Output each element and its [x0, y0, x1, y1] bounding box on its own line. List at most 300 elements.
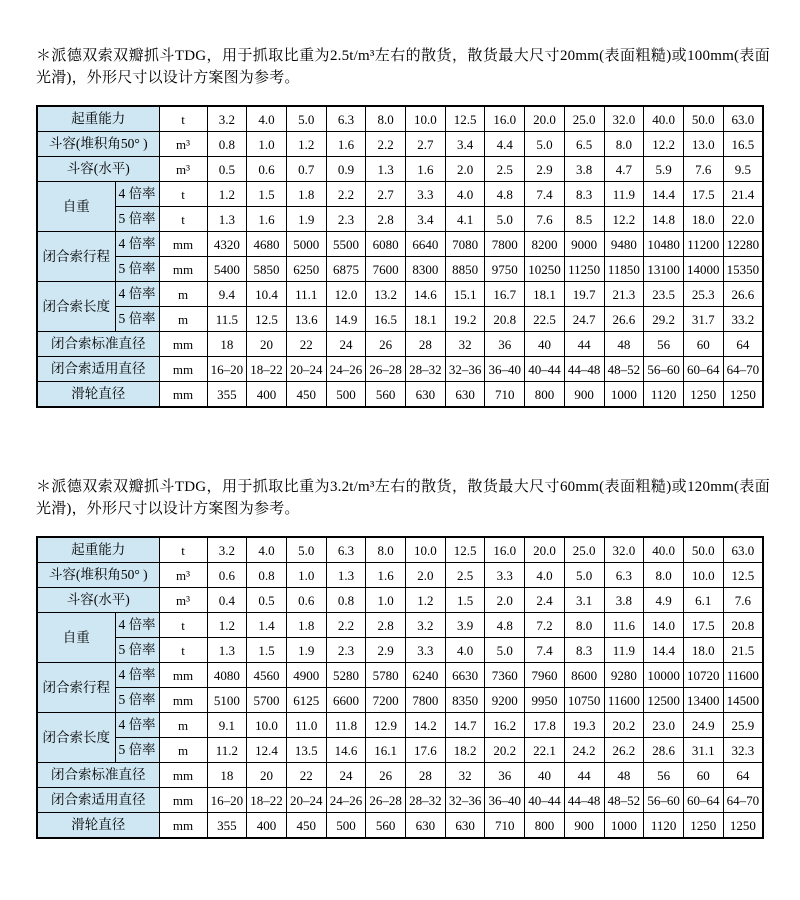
value-cell: 32.3 [723, 738, 763, 763]
table-row [37, 382, 763, 408]
value-cell: 1.9 [286, 638, 326, 663]
value-cell: 5.9 [644, 157, 684, 182]
value-cell: 32 [445, 763, 485, 788]
row-group-label: 闭合索行程 [37, 663, 115, 713]
spec-table-2 [36, 536, 764, 839]
row-label: 滑轮直径 [37, 382, 159, 408]
unit-cell: mm [159, 257, 207, 282]
row-label: 滑轮直径 [37, 813, 159, 839]
value-cell: 9280 [604, 663, 644, 688]
value-cell: 44–48 [564, 357, 604, 382]
value-cell: 1.3 [207, 207, 247, 232]
value-cell: 18.2 [445, 738, 485, 763]
table-row [37, 157, 763, 182]
spec-table-1 [36, 105, 764, 408]
value-cell: 44 [564, 763, 604, 788]
value-cell: 8300 [406, 257, 446, 282]
value-cell: 40.0 [644, 106, 684, 132]
value-cell: 10.0 [406, 106, 446, 132]
row-label: 闭合索适用直径 [37, 788, 159, 813]
row-group-label: 自重 [37, 613, 115, 663]
value-cell: 48 [604, 332, 644, 357]
value-cell: 24–26 [326, 357, 366, 382]
value-cell: 50.0 [683, 537, 723, 563]
value-cell: 13.0 [683, 132, 723, 157]
table-row [37, 257, 763, 282]
unit-cell: t [159, 638, 207, 663]
value-cell: 18.0 [683, 207, 723, 232]
value-cell: 4900 [286, 663, 326, 688]
table-row [37, 332, 763, 357]
value-cell: 5100 [207, 688, 247, 713]
value-cell: 26.6 [723, 282, 763, 307]
value-cell: 11.1 [286, 282, 326, 307]
value-cell: 31.1 [683, 738, 723, 763]
value-cell: 21.4 [723, 182, 763, 207]
value-cell: 1.8 [286, 182, 326, 207]
value-cell: 710 [485, 382, 525, 408]
value-cell: 3.8 [564, 157, 604, 182]
value-cell: 12.5 [723, 563, 763, 588]
value-cell: 3.3 [406, 182, 446, 207]
value-cell: 9.4 [207, 282, 247, 307]
value-cell: 12.4 [247, 738, 287, 763]
value-cell: 12.0 [326, 282, 366, 307]
value-cell: 560 [366, 813, 406, 839]
value-cell: 9750 [485, 257, 525, 282]
value-cell: 8.0 [604, 132, 644, 157]
value-cell: 14.7 [445, 713, 485, 738]
value-cell: 1.0 [247, 132, 287, 157]
value-cell: 1.5 [445, 588, 485, 613]
value-cell: 2.4 [525, 588, 565, 613]
value-cell: 630 [406, 382, 446, 408]
value-cell: 9.1 [207, 713, 247, 738]
value-cell: 8.0 [564, 613, 604, 638]
value-cell: 5500 [326, 232, 366, 257]
value-cell: 19.7 [564, 282, 604, 307]
value-cell: 630 [445, 813, 485, 839]
value-cell: 1120 [644, 813, 684, 839]
value-cell: 0.8 [326, 588, 366, 613]
table-row [37, 638, 763, 663]
value-cell: 12.9 [366, 713, 406, 738]
value-cell: 19.3 [564, 713, 604, 738]
value-cell: 11.6 [604, 613, 644, 638]
value-cell: 7.6 [723, 588, 763, 613]
value-cell: 14.4 [644, 182, 684, 207]
value-cell: 11.5 [207, 307, 247, 332]
value-cell: 24–26 [326, 788, 366, 813]
value-cell: 2.0 [406, 563, 446, 588]
value-cell: 1.6 [326, 132, 366, 157]
value-cell: 21.3 [604, 282, 644, 307]
unit-cell: mm [159, 813, 207, 839]
value-cell: 8.3 [564, 638, 604, 663]
value-cell: 20 [247, 332, 287, 357]
row-label: 斗容(堆积角50° ) [37, 563, 159, 588]
value-cell: 6125 [286, 688, 326, 713]
intro-paragraph-1: ＊派德双索双瓣抓斗TDG，用于抓取比重为2.5t/m³左右的散货，散货最大尺寸20mm(表面粗糙)或100mm(表面光滑)，外形尺寸以设计方案图为参考。 [36, 48, 770, 86]
value-cell: 2.7 [406, 132, 446, 157]
value-cell: 4.8 [485, 182, 525, 207]
value-cell: 4.1 [445, 207, 485, 232]
value-cell: 10250 [525, 257, 565, 282]
value-cell: 60–64 [683, 788, 723, 813]
value-cell: 14.0 [644, 613, 684, 638]
value-cell: 48–52 [604, 357, 644, 382]
value-cell: 4680 [247, 232, 287, 257]
value-cell: 17.6 [406, 738, 446, 763]
value-cell: 16.1 [366, 738, 406, 763]
table-row [37, 688, 763, 713]
value-cell: 7.2 [525, 613, 565, 638]
unit-cell: m [159, 738, 207, 763]
value-cell: 400 [247, 813, 287, 839]
row-sub-label: 4 倍率 [115, 232, 159, 257]
value-cell: 355 [207, 382, 247, 408]
value-cell: 6600 [326, 688, 366, 713]
table-row [37, 738, 763, 763]
value-cell: 560 [366, 382, 406, 408]
value-cell: 3.3 [485, 563, 525, 588]
value-cell: 6240 [406, 663, 446, 688]
row-group-label: 闭合索长度 [37, 282, 115, 332]
value-cell: 12280 [723, 232, 763, 257]
value-cell: 3.2 [207, 537, 247, 563]
value-cell: 3.3 [406, 638, 446, 663]
value-cell: 500 [326, 382, 366, 408]
value-cell: 3.8 [604, 588, 644, 613]
row-label: 闭合索适用直径 [37, 357, 159, 382]
value-cell: 8200 [525, 232, 565, 257]
value-cell: 15.1 [445, 282, 485, 307]
value-cell: 1250 [723, 382, 763, 408]
value-cell: 10750 [564, 688, 604, 713]
value-cell: 14500 [723, 688, 763, 713]
value-cell: 11.2 [207, 738, 247, 763]
value-cell: 20.2 [604, 713, 644, 738]
value-cell: 6.5 [564, 132, 604, 157]
value-cell: 1.4 [247, 613, 287, 638]
value-cell: 2.5 [445, 563, 485, 588]
table-row [37, 106, 763, 132]
value-cell: 26–28 [366, 788, 406, 813]
value-cell: 4.0 [247, 537, 287, 563]
value-cell: 3.4 [406, 207, 446, 232]
row-label: 起重能力 [37, 537, 159, 563]
value-cell: 450 [286, 813, 326, 839]
value-cell: 9200 [485, 688, 525, 713]
value-cell: 20.0 [525, 537, 565, 563]
value-cell: 630 [445, 382, 485, 408]
value-cell: 630 [406, 813, 446, 839]
value-cell: 14.4 [644, 638, 684, 663]
value-cell: 44–48 [564, 788, 604, 813]
row-sub-label: 4 倍率 [115, 713, 159, 738]
value-cell: 64–70 [723, 788, 763, 813]
value-cell: 7200 [366, 688, 406, 713]
value-cell: 7.6 [683, 157, 723, 182]
value-cell: 2.0 [485, 588, 525, 613]
value-cell: 12.5 [445, 106, 485, 132]
value-cell: 10000 [644, 663, 684, 688]
value-cell: 7960 [525, 663, 565, 688]
value-cell: 12.5 [445, 537, 485, 563]
table-row [37, 613, 763, 638]
value-cell: 0.6 [247, 157, 287, 182]
value-cell: 2.7 [366, 182, 406, 207]
value-cell: 16.5 [366, 307, 406, 332]
value-cell: 18–22 [247, 788, 287, 813]
value-cell: 13.5 [286, 738, 326, 763]
value-cell: 36–40 [485, 357, 525, 382]
value-cell: 3.9 [445, 613, 485, 638]
table-row [37, 813, 763, 839]
unit-cell: t [159, 207, 207, 232]
value-cell: 26.2 [604, 738, 644, 763]
table-row [37, 132, 763, 157]
value-cell: 5000 [286, 232, 326, 257]
value-cell: 1120 [644, 382, 684, 408]
value-cell: 11.9 [604, 182, 644, 207]
value-cell: 12.5 [247, 307, 287, 332]
value-cell: 56 [644, 332, 684, 357]
value-cell: 56 [644, 763, 684, 788]
value-cell: 11.8 [326, 713, 366, 738]
table-row [37, 788, 763, 813]
value-cell: 17.8 [525, 713, 565, 738]
value-cell: 20.8 [485, 307, 525, 332]
table-row [37, 663, 763, 688]
value-cell: 48 [604, 763, 644, 788]
unit-cell: m³ [159, 588, 207, 613]
row-sub-label: 4 倍率 [115, 282, 159, 307]
value-cell: 63.0 [723, 537, 763, 563]
value-cell: 10.4 [247, 282, 287, 307]
value-cell: 400 [247, 382, 287, 408]
value-cell: 32–36 [445, 788, 485, 813]
value-cell: 20.2 [485, 738, 525, 763]
value-cell: 2.2 [366, 132, 406, 157]
value-cell: 28 [406, 332, 446, 357]
value-cell: 60 [683, 332, 723, 357]
value-cell: 18.0 [683, 638, 723, 663]
value-cell: 25.9 [723, 713, 763, 738]
row-sub-label: 4 倍率 [115, 182, 159, 207]
row-group-label: 自重 [37, 182, 115, 232]
value-cell: 18.1 [406, 307, 446, 332]
value-cell: 4.4 [485, 132, 525, 157]
value-cell: 16.0 [485, 537, 525, 563]
value-cell: 7.6 [525, 207, 565, 232]
value-cell: 4.7 [604, 157, 644, 182]
value-cell: 10.0 [247, 713, 287, 738]
value-cell: 17.5 [683, 182, 723, 207]
value-cell: 18–22 [247, 357, 287, 382]
value-cell: 48–52 [604, 788, 644, 813]
value-cell: 1000 [604, 382, 644, 408]
value-cell: 26.6 [604, 307, 644, 332]
value-cell: 900 [564, 813, 604, 839]
unit-cell: m³ [159, 157, 207, 182]
value-cell: 23.5 [644, 282, 684, 307]
table-row [37, 207, 763, 232]
unit-cell: m [159, 713, 207, 738]
value-cell: 10720 [683, 663, 723, 688]
row-label: 起重能力 [37, 106, 159, 132]
table-row [37, 357, 763, 382]
value-cell: 20.8 [723, 613, 763, 638]
value-cell: 450 [286, 382, 326, 408]
value-cell: 6.3 [326, 537, 366, 563]
value-cell: 3.2 [207, 106, 247, 132]
unit-cell: mm [159, 382, 207, 408]
value-cell: 1.6 [406, 157, 446, 182]
value-cell: 9000 [564, 232, 604, 257]
value-cell: 12.2 [604, 207, 644, 232]
value-cell: 8.5 [564, 207, 604, 232]
value-cell: 5.0 [286, 106, 326, 132]
value-cell: 25.3 [683, 282, 723, 307]
value-cell: 3.1 [564, 588, 604, 613]
value-cell: 13100 [644, 257, 684, 282]
value-cell: 1.5 [247, 182, 287, 207]
value-cell: 2.3 [326, 207, 366, 232]
value-cell: 5700 [247, 688, 287, 713]
value-cell: 1.0 [286, 563, 326, 588]
value-cell: 2.5 [485, 157, 525, 182]
value-cell: 24.7 [564, 307, 604, 332]
value-cell: 1.2 [207, 613, 247, 638]
value-cell: 4080 [207, 663, 247, 688]
value-cell: 18 [207, 763, 247, 788]
table-row [37, 763, 763, 788]
value-cell: 18 [207, 332, 247, 357]
value-cell: 20 [247, 763, 287, 788]
value-cell: 24 [326, 763, 366, 788]
unit-cell: mm [159, 663, 207, 688]
value-cell: 64 [723, 332, 763, 357]
value-cell: 18.1 [525, 282, 565, 307]
value-cell: 15350 [723, 257, 763, 282]
value-cell: 1250 [723, 813, 763, 839]
unit-cell: mm [159, 788, 207, 813]
value-cell: 1.3 [326, 563, 366, 588]
value-cell: 13.2 [366, 282, 406, 307]
unit-cell: mm [159, 232, 207, 257]
value-cell: 14.6 [326, 738, 366, 763]
value-cell: 12500 [644, 688, 684, 713]
value-cell: 8350 [445, 688, 485, 713]
value-cell: 63.0 [723, 106, 763, 132]
value-cell: 3.2 [406, 613, 446, 638]
value-cell: 9950 [525, 688, 565, 713]
value-cell: 1.0 [366, 588, 406, 613]
value-cell: 4.0 [525, 563, 565, 588]
value-cell: 355 [207, 813, 247, 839]
value-cell: 4560 [247, 663, 287, 688]
value-cell: 40–44 [525, 357, 565, 382]
value-cell: 33.2 [723, 307, 763, 332]
value-cell: 1.6 [366, 563, 406, 588]
value-cell: 11600 [723, 663, 763, 688]
row-sub-label: 5 倍率 [115, 307, 159, 332]
value-cell: 500 [326, 813, 366, 839]
value-cell: 900 [564, 382, 604, 408]
row-sub-label: 4 倍率 [115, 663, 159, 688]
unit-cell: m³ [159, 563, 207, 588]
value-cell: 40–44 [525, 788, 565, 813]
value-cell: 14.2 [406, 713, 446, 738]
row-sub-label: 5 倍率 [115, 638, 159, 663]
value-cell: 6640 [406, 232, 446, 257]
table-row [37, 307, 763, 332]
value-cell: 0.6 [286, 588, 326, 613]
value-cell: 13400 [683, 688, 723, 713]
table-row [37, 282, 763, 307]
value-cell: 11250 [564, 257, 604, 282]
value-cell: 6080 [366, 232, 406, 257]
value-cell: 14.9 [326, 307, 366, 332]
value-cell: 4.8 [485, 613, 525, 638]
value-cell: 0.8 [247, 563, 287, 588]
value-cell: 5280 [326, 663, 366, 688]
row-sub-label: 5 倍率 [115, 207, 159, 232]
value-cell: 800 [525, 813, 565, 839]
table-row [37, 588, 763, 613]
value-cell: 0.8 [207, 132, 247, 157]
value-cell: 7360 [485, 663, 525, 688]
unit-cell: m [159, 282, 207, 307]
unit-cell: t [159, 182, 207, 207]
value-cell: 36 [485, 763, 525, 788]
row-group-label: 闭合索行程 [37, 232, 115, 282]
value-cell: 5400 [207, 257, 247, 282]
table-row [37, 713, 763, 738]
value-cell: 0.4 [207, 588, 247, 613]
row-sub-label: 4 倍率 [115, 613, 159, 638]
value-cell: 2.8 [366, 613, 406, 638]
value-cell: 28–32 [406, 357, 446, 382]
value-cell: 8.0 [366, 537, 406, 563]
value-cell: 8.0 [366, 106, 406, 132]
unit-cell: t [159, 537, 207, 563]
value-cell: 22 [286, 332, 326, 357]
unit-cell: mm [159, 763, 207, 788]
value-cell: 2.2 [326, 182, 366, 207]
value-cell: 16–20 [207, 357, 247, 382]
value-cell: 2.9 [366, 638, 406, 663]
value-cell: 0.6 [207, 563, 247, 588]
value-cell: 64–70 [723, 357, 763, 382]
row-sub-label: 5 倍率 [115, 738, 159, 763]
unit-cell: mm [159, 357, 207, 382]
value-cell: 2.3 [326, 638, 366, 663]
value-cell: 24.9 [683, 713, 723, 738]
value-cell: 5.0 [485, 207, 525, 232]
value-cell: 8.0 [644, 563, 684, 588]
table-row [37, 232, 763, 257]
value-cell: 7800 [485, 232, 525, 257]
value-cell: 25.0 [564, 537, 604, 563]
value-cell: 6.3 [604, 563, 644, 588]
row-label: 闭合索标准直径 [37, 763, 159, 788]
value-cell: 14.6 [406, 282, 446, 307]
value-cell: 6630 [445, 663, 485, 688]
value-cell: 7800 [406, 688, 446, 713]
value-cell: 1.3 [366, 157, 406, 182]
